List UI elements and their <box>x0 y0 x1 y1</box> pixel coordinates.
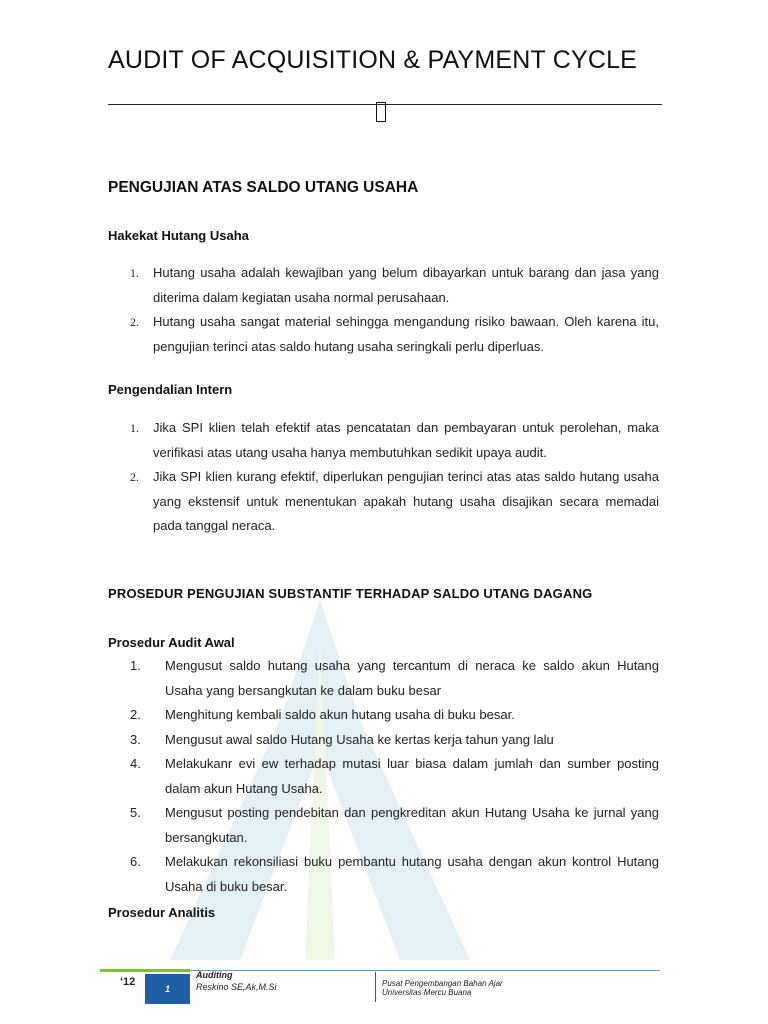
footer-author: Reskino SE,Ak,M.Si <box>196 982 277 992</box>
footer-course-title: Auditing <box>196 970 233 980</box>
subsection-heading: Prosedur Audit Awal <box>108 635 235 650</box>
list-item: 2. Hutang usaha sangat material sehingga mengandung risiko bawaan. Oleh karena itu, pengujian terinci atas saldo hutang usaha seringkali perlu diperluas. <box>130 314 659 354</box>
footer-institution-line1: Pusat Pengembangan Bahan Ajar <box>382 979 503 988</box>
footer-accent-bar <box>100 969 190 972</box>
list-item: 3. Mengusut awal saldo Hutang Usaha ke kertas kerja tahun yang lalu <box>130 731 554 747</box>
list-item: 1. Jika SPI klien telah efektif atas pencatatan dan pembayaran untuk perolehan, maka verifikasi atas utang usaha hanya membutuhkan sedikit upaya audit. <box>130 420 659 460</box>
footer-year: ‘12 <box>120 976 136 988</box>
list-item: 2. Menghitung kembali saldo akun hutang usaha di buku besar. <box>130 707 515 722</box>
section-heading: PROSEDUR PENGUJIAN SUBSTANTIF TERHADAP SALDO UTANG DAGANG <box>108 586 593 601</box>
numbered-list <box>108 261 659 359</box>
list-item: 2. Jika SPI klien kurang efektif, diperlukan pengujian terinci atas atas saldo hutang usaha yang ekstensif untuk menentukan apakah hutang usaha disajikan secara memadai pada tanggal neraca. <box>130 469 659 533</box>
page-number: 1 <box>164 984 170 994</box>
subsection-heading: Hakekat Hutang Usaha <box>108 228 249 243</box>
list-item: 1. Hutang usaha adalah kewajiban yang belum dibayarkan untuk barang dan jasa yang diterima dalam kegiatan usaha normal perusahaan. <box>130 265 659 305</box>
list-item: 4. Melakukanr evi ew terhadap mutasi luar biasa dalam jumlah dan sumber posting dalam akun Hutang Usaha. <box>130 756 659 796</box>
subsection-heading: Pengendalian Intern <box>108 382 233 397</box>
list-item: 6. Melakukan rekonsiliasi buku pembantu hutang usaha dengan akun kontrol Hutang Usaha di buku besar. <box>130 854 659 894</box>
footer-institution-line2: Universitas Mercu Buana <box>382 988 472 997</box>
missing-glyph-icon <box>376 102 386 122</box>
list-item: 5. Mengusut posting pendebitan dan pengkreditan akun Hutang Usaha ke jurnal yang bersangkutan. <box>130 805 659 845</box>
page-number-badge <box>145 974 190 1004</box>
subsection-heading: Prosedur Analitis <box>108 905 216 920</box>
section-heading: PENGUJIAN ATAS SALDO UTANG USAHA <box>108 179 419 196</box>
document-title: AUDIT OF ACQUISITION & PAYMENT CYCLE <box>108 46 638 74</box>
numbered-list <box>108 654 659 899</box>
numbered-list <box>108 416 659 539</box>
list-item: 1. Mengusut saldo hutang usaha yang tercantum di neraca ke saldo akun Hutang Usaha yang bersangkutan ke dalam buku besar <box>130 658 659 698</box>
footer-divider <box>375 972 376 1002</box>
